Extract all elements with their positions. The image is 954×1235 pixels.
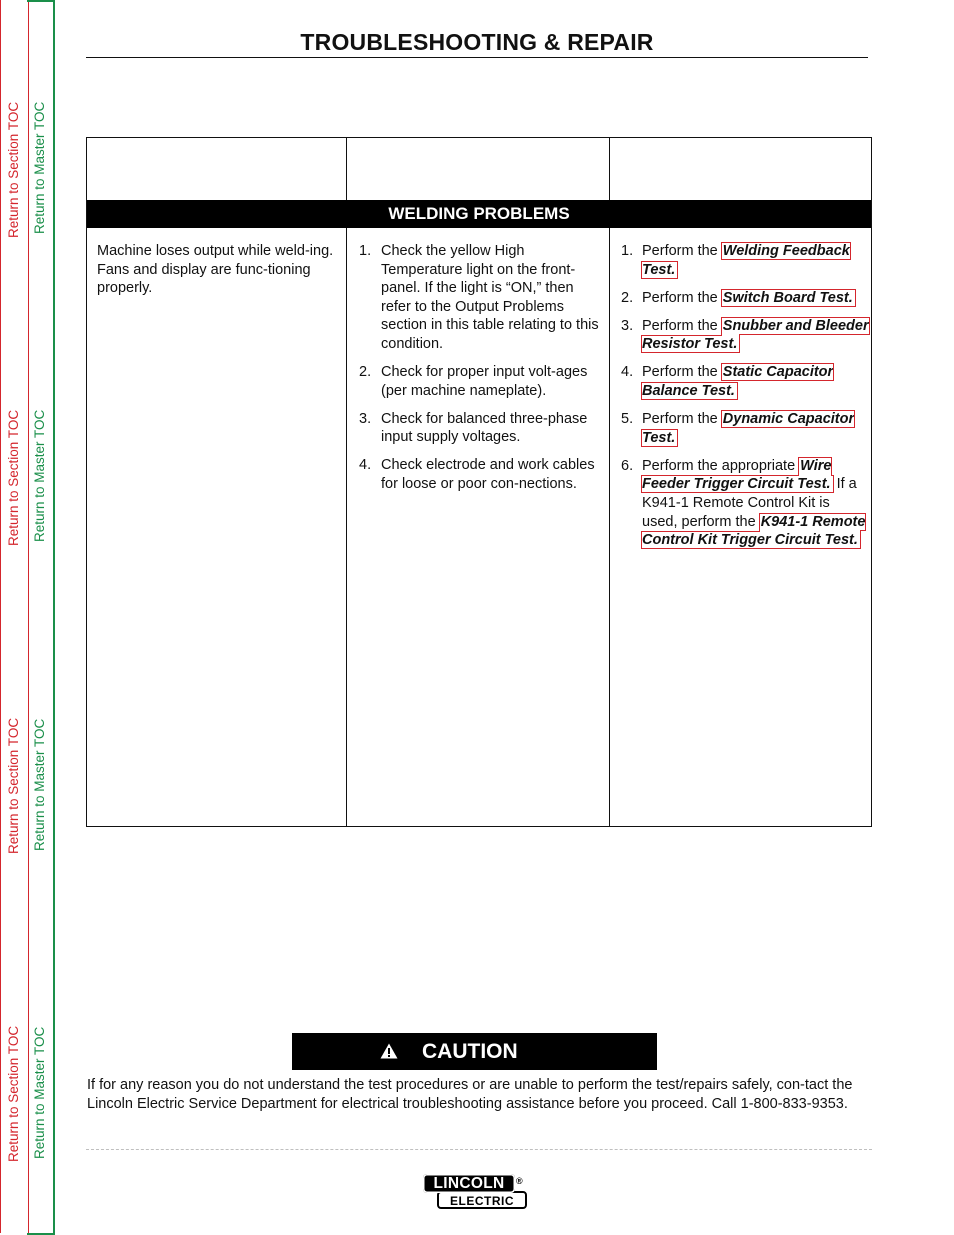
wire-feeder-trigger-test-link[interactable]: Wire Feeder Trigger Circuit Test.	[642, 457, 832, 493]
return-to-master-toc-link[interactable]: Return to Master TOC	[32, 1026, 47, 1159]
actions-list	[619, 242, 869, 550]
welding-feedback-test-link[interactable]: Welding Feedback Test.	[642, 243, 850, 278]
caution-label: CAUTION	[422, 1040, 518, 1063]
item-number: 3.	[621, 317, 634, 334]
item-number: 4.	[359, 457, 372, 474]
item-number: 2.	[621, 289, 634, 306]
warning-icon	[380, 1043, 398, 1059]
section-header-bar: WELDING PROBLEMS	[87, 200, 871, 228]
problem-cell	[97, 242, 337, 298]
list-item	[619, 317, 869, 354]
footer-divider	[86, 1149, 872, 1150]
checks-list	[357, 242, 607, 494]
list-item	[619, 410, 869, 447]
list-item	[357, 363, 607, 400]
troubleshooting-table	[86, 137, 872, 827]
item-text: Perform the	[642, 289, 718, 306]
list-item	[619, 289, 869, 308]
list-item	[357, 456, 607, 493]
item-number: 6.	[621, 457, 634, 474]
item-number: 3.	[359, 410, 372, 427]
item-number: 2.	[359, 364, 372, 381]
registered-mark: ®	[516, 1176, 523, 1186]
caution-banner	[292, 1033, 657, 1070]
actions-cell	[619, 242, 869, 559]
item-text: Perform the	[642, 243, 718, 259]
item-text: If a K941-1 Remote Control Kit is used, perform the	[642, 476, 857, 530]
logo-bottom: ELECTRIC	[437, 1191, 527, 1209]
list-item	[357, 410, 607, 447]
list-item	[619, 363, 869, 400]
item-text: Perform the	[642, 411, 718, 428]
item-text: Perform the appropriate	[642, 457, 796, 474]
item-number: 4.	[621, 364, 634, 381]
return-to-master-toc-link[interactable]: Return to Master TOC	[32, 101, 47, 234]
list-item	[619, 457, 869, 550]
logo-top: LINCOLN	[423, 1174, 515, 1193]
page-title: TROUBLESHOOTING & REPAIR	[300, 29, 654, 55]
return-to-master-toc-link[interactable]: Return to Master TOC	[32, 718, 47, 851]
snubber-bleeder-test-link[interactable]: Snubber and Bleeder Resistor Test.	[642, 317, 869, 353]
static-capacitor-test-link[interactable]: Static Capacitor Balance Test.	[642, 364, 834, 400]
return-to-section-toc-link[interactable]: Return to Section TOC	[6, 717, 21, 854]
lincoln-electric-logo	[423, 1174, 529, 1212]
item-text: Perform the	[642, 364, 718, 381]
item-text: Check the yellow High Temperature light on the front-panel. If the light is “ON,” then refer to the Output Problems section in this table relating to this condition.	[381, 243, 599, 352]
item-text: Check for proper input volt-ages (per machine nameplate).	[381, 364, 588, 399]
item-text: Check for balanced three-phase input supply voltages.	[381, 410, 588, 446]
item-text: Perform the	[642, 317, 718, 334]
title-divider	[86, 57, 868, 58]
item-number: 1.	[621, 243, 634, 259]
column-divider	[346, 138, 347, 826]
return-to-section-toc-link[interactable]: Return to Section TOC	[6, 101, 21, 238]
column-divider	[609, 138, 610, 826]
list-item	[357, 242, 607, 354]
problem-text: Machine loses output while weld-ing. Fans and display are func-tioning properly.	[97, 243, 334, 297]
remote-control-kit-test-link[interactable]: K941-1 Remote Control Kit Trigger Circuit Test.	[642, 513, 866, 549]
list-item	[619, 242, 869, 279]
checks-cell	[357, 242, 607, 503]
caution-text: If for any reason you do not understand the test procedures or are unable to perform the test/repairs safely, con-tact the Lincoln Electric Service Department for electrical troubleshooting assistance before you proceed. Call 1-800-833-9353.	[87, 1077, 853, 1112]
return-to-section-toc-link[interactable]: Return to Section TOC	[6, 1025, 21, 1162]
item-text: Check electrode and work cables for loose or poor con-nections.	[381, 457, 595, 493]
item-number: 5.	[621, 411, 634, 428]
return-to-section-toc-link[interactable]: Return to Section TOC	[6, 409, 21, 546]
dynamic-capacitor-test-link[interactable]: Dynamic Capacitor Test.	[642, 411, 855, 446]
item-number: 1.	[359, 243, 372, 259]
return-to-master-toc-link[interactable]: Return to Master TOC	[32, 409, 47, 542]
switch-board-test-link[interactable]: Switch Board Test.	[722, 289, 853, 306]
